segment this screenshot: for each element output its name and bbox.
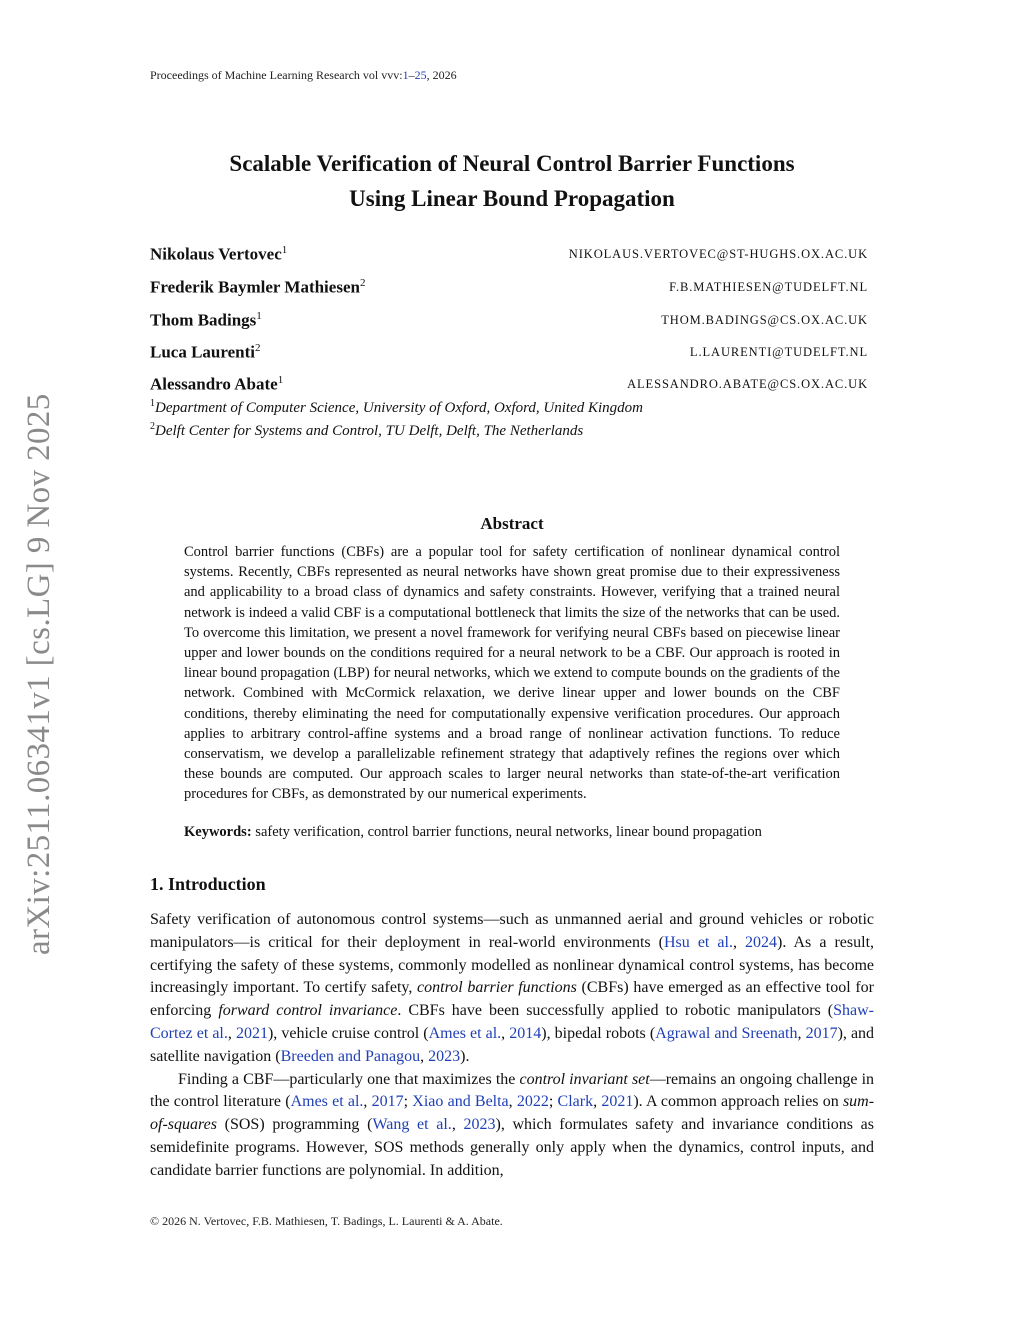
title-line-1: Scalable Verification of Neural Control Barrier Functions	[229, 151, 795, 176]
keywords-label: Keywords:	[184, 824, 252, 840]
author-row	[150, 374, 870, 396]
text-run: ;	[548, 1093, 558, 1111]
author-name-text: Nikolaus Vertovec	[150, 244, 282, 264]
header-year: , 2026	[426, 68, 457, 82]
author-name	[150, 342, 261, 363]
citation-link[interactable]: 2017	[371, 1093, 404, 1111]
text-run: ), and satellite navigation (	[150, 1024, 875, 1065]
emphasis: sum-of-squares	[150, 1093, 875, 1134]
citation-link[interactable]: 2024	[745, 933, 778, 951]
text-run: ). A common approach relies on	[633, 1093, 843, 1111]
author-name	[150, 310, 262, 331]
author-name-text: Frederik Baymler Mathiesen	[150, 277, 360, 297]
author-email: ALESSANDRO.ABATE@CS.OX.AC.UK	[627, 377, 868, 391]
author-name	[150, 244, 287, 265]
introduction-body	[150, 909, 874, 1183]
text-run: ), vehicle cruise control (	[267, 1024, 429, 1042]
author-affil-sup: 2	[359, 277, 366, 289]
citation-link[interactable]: 2021	[601, 1093, 634, 1111]
text-run: ,	[797, 1024, 806, 1042]
citation-link[interactable]: 2017	[805, 1024, 838, 1042]
text-run: . CBFs have been successfully applied to robotic manipulators (	[397, 1002, 834, 1020]
text-run: ), bipedal robots (	[541, 1024, 656, 1042]
author-row	[150, 342, 870, 364]
affiliation	[150, 398, 643, 417]
text-run: ,	[451, 1116, 464, 1134]
header-page-end-link[interactable]: 25	[414, 68, 427, 82]
affiliation	[150, 421, 583, 440]
author-email: F.B.MATHIESEN@TUDELFT.NL	[669, 280, 868, 294]
text-run: ,	[593, 1093, 602, 1111]
paragraph	[150, 1069, 874, 1183]
author-affil-sup: 1	[277, 374, 284, 386]
author-email: L.LAURENTI@TUDELFT.NL	[689, 345, 868, 359]
title-line-2: Using Linear Bound Propagation	[349, 186, 675, 211]
text-run: ,	[508, 1093, 517, 1111]
author-name	[150, 277, 365, 298]
citation-link[interactable]: Clark	[557, 1093, 594, 1111]
citation-link[interactable]: Ames et al.	[290, 1093, 364, 1111]
citation-link[interactable]: Ames et al.	[428, 1024, 502, 1042]
emphasis: control invariant set	[519, 1070, 650, 1088]
emphasis: control barrier functions	[417, 979, 577, 997]
author-row	[150, 310, 870, 332]
text-run: ), which formulates safety and invariance conditions as semidefinite programs. However, SOS methods generally only apply when the dynamics, control inputs, and candidate barrier functions are polynomial. In addition,	[150, 1116, 875, 1179]
citation-link[interactable]: 2023	[428, 1047, 461, 1065]
header-dash: –	[408, 68, 415, 82]
citation-link[interactable]: Breeden and Panagou	[280, 1047, 421, 1065]
author-name-text: Alessandro Abate	[150, 374, 278, 394]
text-run: ,	[732, 933, 746, 951]
author-email: THOM.BADINGS@CS.OX.AC.UK	[661, 313, 868, 327]
author-name-text: Luca Laurenti	[150, 342, 256, 362]
text-run: Safety verification of autonomous control systems—such as unmanned aerial and ground vehicles or robotic manipulators—is critical for their deployment in real-world environments (	[150, 911, 874, 951]
citation-link[interactable]: 2021	[235, 1024, 268, 1042]
paper-title	[0, 146, 1024, 216]
citation-link[interactable]: 2023	[463, 1116, 496, 1134]
text-run: —remains an ongoing challenge in the control literature (	[150, 1070, 875, 1111]
citation-link[interactable]: Wang et al.	[372, 1116, 452, 1134]
keywords-line	[184, 824, 854, 841]
text-run: (CBFs) have emerged as an effective tool for enforcing	[150, 979, 874, 1020]
emphasis: forward control invariance	[218, 1002, 398, 1020]
text-run: (SOS) programming (	[216, 1116, 373, 1134]
header-venue: Proceedings of Machine Learning Research vol vvv:	[150, 68, 403, 82]
text-run: ,	[501, 1024, 510, 1042]
text-run: ,	[227, 1024, 236, 1042]
paragraph	[150, 909, 874, 1069]
header-page-start-link[interactable]: 1	[402, 68, 409, 82]
abstract-heading: Abstract	[480, 514, 544, 533]
citation-link[interactable]: Shaw-Cortez et al.	[150, 1002, 874, 1042]
affiliation-text: Department of Computer Science, University of Oxford, Oxford, United Kingdom	[155, 400, 643, 416]
copyright-footer: © 2026 N. Vertovec, F.B. Mathiesen, T. Badings, L. Laurenti & A. Abate.	[150, 1214, 503, 1228]
abstract-body: Control barrier functions (CBFs) are a popular tool for safety certification of nonlinear dynamical control systems. Recently, CBFs represented as neural networks have shown great promise due to their expressiveness and applicability to a broad class of dynamics and safety constraints. However, verifying that a trained neural network is indeed a valid CBF is a computational bottleneck that limits the size of the networks that can be used. To overcome this limitation, we present a novel framework for verifying neural CBFs based on piecewise linear upper and lower bounds on the conditions required for a neural network to be a CBF. Our approach is rooted in linear bound propagation (LBP) for neural networks, which we extend to compute bounds on the gradients of the network. Combined with McCormick relaxation, we derive linear upper and lower bounds on the CBF conditions, thereby eliminating the need for computationally expensive verification procedures. Our approach applies to arbitrary control-affine systems and a broad range of nonlinear activation functions. To reduce conservatism, we develop a parallelizable refinement strategy that adaptively refines the regions over which these bounds are computed. Our approach scales to larger neural networks than state-of-the-art verification procedures for CBFs, as demonstrated by our numerical experiments.	[184, 544, 840, 803]
citation-link[interactable]: Hsu et al.	[664, 933, 733, 951]
text-run: ,	[363, 1093, 372, 1111]
affiliation-sup: 1	[150, 398, 155, 409]
affiliation-sup: 2	[150, 421, 155, 432]
citation-link[interactable]: Agrawal and Sreenath	[655, 1024, 798, 1042]
affiliation-text: Delft Center for Systems and Control, TU Delft, Delft, The Netherlands	[155, 423, 584, 439]
citation-link[interactable]: 2022	[516, 1093, 549, 1111]
text-run: Finding a CBF—particularly one that maximizes the	[178, 1070, 520, 1088]
author-name	[150, 374, 283, 395]
author-email: NIKOLAUS.VERTOVEC@ST-HUGHS.OX.AC.UK	[568, 247, 868, 261]
citation-link[interactable]: Xiao and Belta	[412, 1093, 509, 1111]
author-row	[150, 277, 870, 299]
running-header	[150, 68, 457, 83]
arxiv-stamp: arXiv:2511.06341v1 [cs.LG] 9 Nov 2025	[21, 393, 57, 955]
section-heading-introduction: 1. Introduction	[150, 874, 266, 894]
citation-link[interactable]: 2014	[509, 1024, 542, 1042]
author-affil-sup: 2	[255, 342, 261, 354]
text-run: ;	[403, 1093, 413, 1111]
author-affil-sup: 1	[256, 310, 262, 322]
text-run: ). As a result, certifying the safety of these systems, commonly modelled as nonlinear dynamical control systems, has become increasingly important. To certify safety,	[150, 933, 875, 997]
keywords-list: safety verification, control barrier functions, neural networks, linear bound propagation	[255, 824, 762, 840]
author-name-text: Thom Badings	[150, 310, 257, 330]
author-row	[150, 244, 870, 266]
author-affil-sup: 1	[281, 244, 288, 256]
text-run: ,	[420, 1047, 429, 1065]
text-run: ).	[460, 1047, 470, 1065]
